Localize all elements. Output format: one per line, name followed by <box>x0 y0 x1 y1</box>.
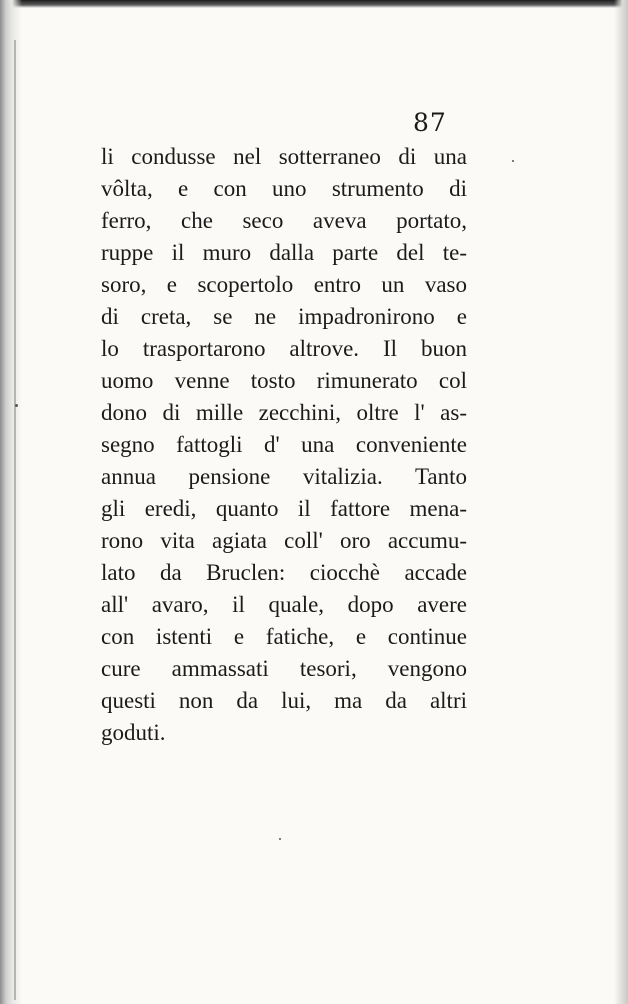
text-line: all' avaro, il quale, dopo avere <box>101 592 467 617</box>
binding-fold-line <box>14 40 16 1000</box>
text-line: lato da Bruclen: ciocchè accade <box>101 560 467 585</box>
text-line: ferro, che seco aveva portato, <box>101 208 467 233</box>
text-line: dono di mille zecchini, oltre l' as- <box>101 400 467 425</box>
page-right-edge <box>614 0 628 1004</box>
page-binding-edge <box>0 0 22 1004</box>
text-line: li condusse nel sotterraneo di una <box>101 144 467 169</box>
text-line: soro, e scopertolo entro un vaso <box>101 272 467 297</box>
text-line: rono vita agiata coll' oro accumu- <box>101 528 467 553</box>
text-line: ruppe il muro dalla parte del te- <box>101 240 467 265</box>
text-line: uomo venne tosto rimunerato col <box>101 368 467 393</box>
text-line: questi non da lui, ma da altri <box>101 688 467 713</box>
text-line: cure ammassati tesori, vengono <box>101 656 467 681</box>
page-top-edge <box>0 0 628 8</box>
scan-speck <box>15 404 18 407</box>
body-text <box>101 141 467 749</box>
text-line-last: goduti. <box>101 720 166 745</box>
text-line: gli eredi, quanto il fattore mena- <box>101 496 467 521</box>
page-number: 87 <box>413 108 447 137</box>
scan-speck <box>279 838 281 840</box>
scan-speck <box>512 160 514 162</box>
text-line: vôlta, e con uno strumento di <box>101 176 467 201</box>
text-line: con istenti e fatiche, e continue <box>101 624 467 649</box>
text-line: annua pensione vitalizia. Tanto <box>101 464 467 489</box>
text-line: segno fattogli d' una conveniente <box>101 432 467 457</box>
text-line: di creta, se ne impadronirono e <box>101 304 467 329</box>
text-line: lo trasportarono altrove. Il buon <box>101 336 467 361</box>
